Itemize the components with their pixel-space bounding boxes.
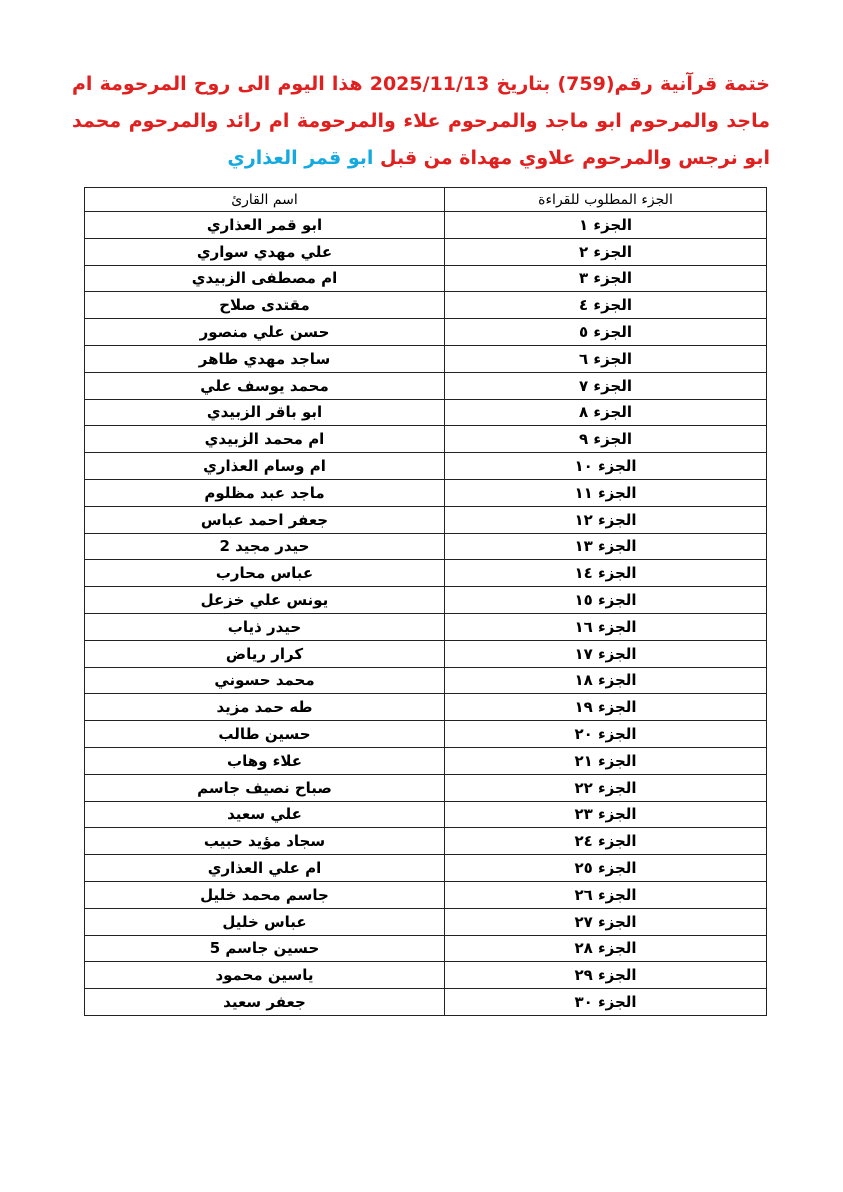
juz-cell: الجزء ١٠ (445, 453, 767, 480)
juz-cell: الجزء ٨ (445, 399, 767, 426)
table-row (85, 962, 767, 989)
juz-cell: الجزء ٢ (445, 238, 767, 265)
table-row (85, 292, 767, 319)
juz-cell: الجزء ٢٥ (445, 855, 767, 882)
reader-cell: حيدر مجيد 2 (85, 533, 445, 560)
juz-cell: الجزء ٣٠ (445, 989, 767, 1016)
reader-cell: صباح نصيف جاسم (85, 774, 445, 801)
juz-cell: الجزء ١٩ (445, 694, 767, 721)
juz-cell: الجزء ٥ (445, 319, 767, 346)
reader-cell: سجاد مؤيد حبيب (85, 828, 445, 855)
table-row (85, 908, 767, 935)
table-row (85, 238, 767, 265)
reader-cell: ياسين محمود (85, 962, 445, 989)
juz-cell: الجزء ٢٧ (445, 908, 767, 935)
reader-cell: علاء وهاب (85, 747, 445, 774)
reader-cell: ماجد عبد مظلوم (85, 479, 445, 506)
header-juz: الجزء المطلوب للقراءة (445, 188, 767, 212)
juz-cell: الجزء ١٥ (445, 587, 767, 614)
table-row (85, 533, 767, 560)
reader-cell: عباس محارب (85, 560, 445, 587)
reader-cell: ابو باقر الزبيدي (85, 399, 445, 426)
juz-cell: الجزء ١٣ (445, 533, 767, 560)
reader-cell: حسين طالب (85, 721, 445, 748)
reader-cell: حسن علي منصور (85, 319, 445, 346)
table-row (85, 747, 767, 774)
table-row (85, 479, 767, 506)
reader-cell: جعفر احمد عباس (85, 506, 445, 533)
table-row (85, 265, 767, 292)
table-body (85, 212, 767, 1016)
table-row (85, 640, 767, 667)
juz-cell: الجزء ١١ (445, 479, 767, 506)
table-row (85, 828, 767, 855)
reader-cell: ابو قمر العذاري (85, 212, 445, 239)
juz-assignment-table (84, 187, 767, 1016)
reader-cell: محمد حسوني (85, 667, 445, 694)
table-row (85, 694, 767, 721)
reader-cell: حسين جاسم 5 (85, 935, 445, 962)
table-row (85, 426, 767, 453)
table-row (85, 345, 767, 372)
reader-cell: مقتدى صلاح (85, 292, 445, 319)
juz-cell: الجزء ١٦ (445, 613, 767, 640)
table-row (85, 855, 767, 882)
table-row (85, 667, 767, 694)
table-row (85, 613, 767, 640)
khatma-title (72, 66, 770, 177)
juz-cell: الجزء ٦ (445, 345, 767, 372)
juz-cell: الجزء ١٤ (445, 560, 767, 587)
juz-cell: الجزء ٢٦ (445, 881, 767, 908)
juz-cell: الجزء ٢٣ (445, 801, 767, 828)
reader-cell: محمد يوسف علي (85, 372, 445, 399)
table-row (85, 399, 767, 426)
juz-cell: الجزء ٢٨ (445, 935, 767, 962)
table-row (85, 453, 767, 480)
table-row (85, 801, 767, 828)
table-row (85, 881, 767, 908)
reader-cell: كرار رياض (85, 640, 445, 667)
table-header-row (85, 188, 767, 212)
table-row (85, 212, 767, 239)
table-row (85, 587, 767, 614)
reader-cell: يونس علي خزعل (85, 587, 445, 614)
juz-cell: الجزء ٢٩ (445, 962, 767, 989)
table-row (85, 372, 767, 399)
table-row (85, 721, 767, 748)
juz-cell: الجزء ٩ (445, 426, 767, 453)
juz-cell: الجزء ٢٤ (445, 828, 767, 855)
title-donor-name: ابو قمر العذاري (227, 147, 374, 169)
table-row (85, 774, 767, 801)
table-row (85, 506, 767, 533)
title-red-text: ختمة قرآنية رقم(759) بتاريخ 2025/11/13 هذا اليوم الى روح المرحومة ام ماجد والمرحوم ابو ماجد والمرحوم علاء والمرحومة ام رائد والمرحوم محمد ابو نرجس والمرحوم علاوي مهداة من قبل (72, 73, 771, 169)
table-row (85, 319, 767, 346)
table-row (85, 989, 767, 1016)
header-reader: اسم القارئ (85, 188, 445, 212)
juz-cell: الجزء ١ (445, 212, 767, 239)
juz-cell: الجزء ٣ (445, 265, 767, 292)
reader-cell: ام مصطفى الزبيدي (85, 265, 445, 292)
reader-cell: ام وسام العذاري (85, 453, 445, 480)
juz-cell: الجزء ٢١ (445, 747, 767, 774)
juz-cell: الجزء ١٧ (445, 640, 767, 667)
reader-cell: عباس خليل (85, 908, 445, 935)
juz-cell: الجزء ١٢ (445, 506, 767, 533)
juz-cell: الجزء ٢٠ (445, 721, 767, 748)
reader-cell: علي مهدي سواري (85, 238, 445, 265)
table-row (85, 935, 767, 962)
reader-cell: ام محمد الزبيدي (85, 426, 445, 453)
reader-cell: ساجد مهدي طاهر (85, 345, 445, 372)
table-row (85, 560, 767, 587)
reader-cell: طه حمد مزيد (85, 694, 445, 721)
juz-cell: الجزء ١٨ (445, 667, 767, 694)
reader-cell: علي سعيد (85, 801, 445, 828)
juz-cell: الجزء ٢٢ (445, 774, 767, 801)
reader-cell: جعفر سعيد (85, 989, 445, 1016)
juz-cell: الجزء ٧ (445, 372, 767, 399)
reader-cell: حيدر ذياب (85, 613, 445, 640)
reader-cell: ام علي العذاري (85, 855, 445, 882)
reader-cell: جاسم محمد خليل (85, 881, 445, 908)
juz-cell: الجزء ٤ (445, 292, 767, 319)
